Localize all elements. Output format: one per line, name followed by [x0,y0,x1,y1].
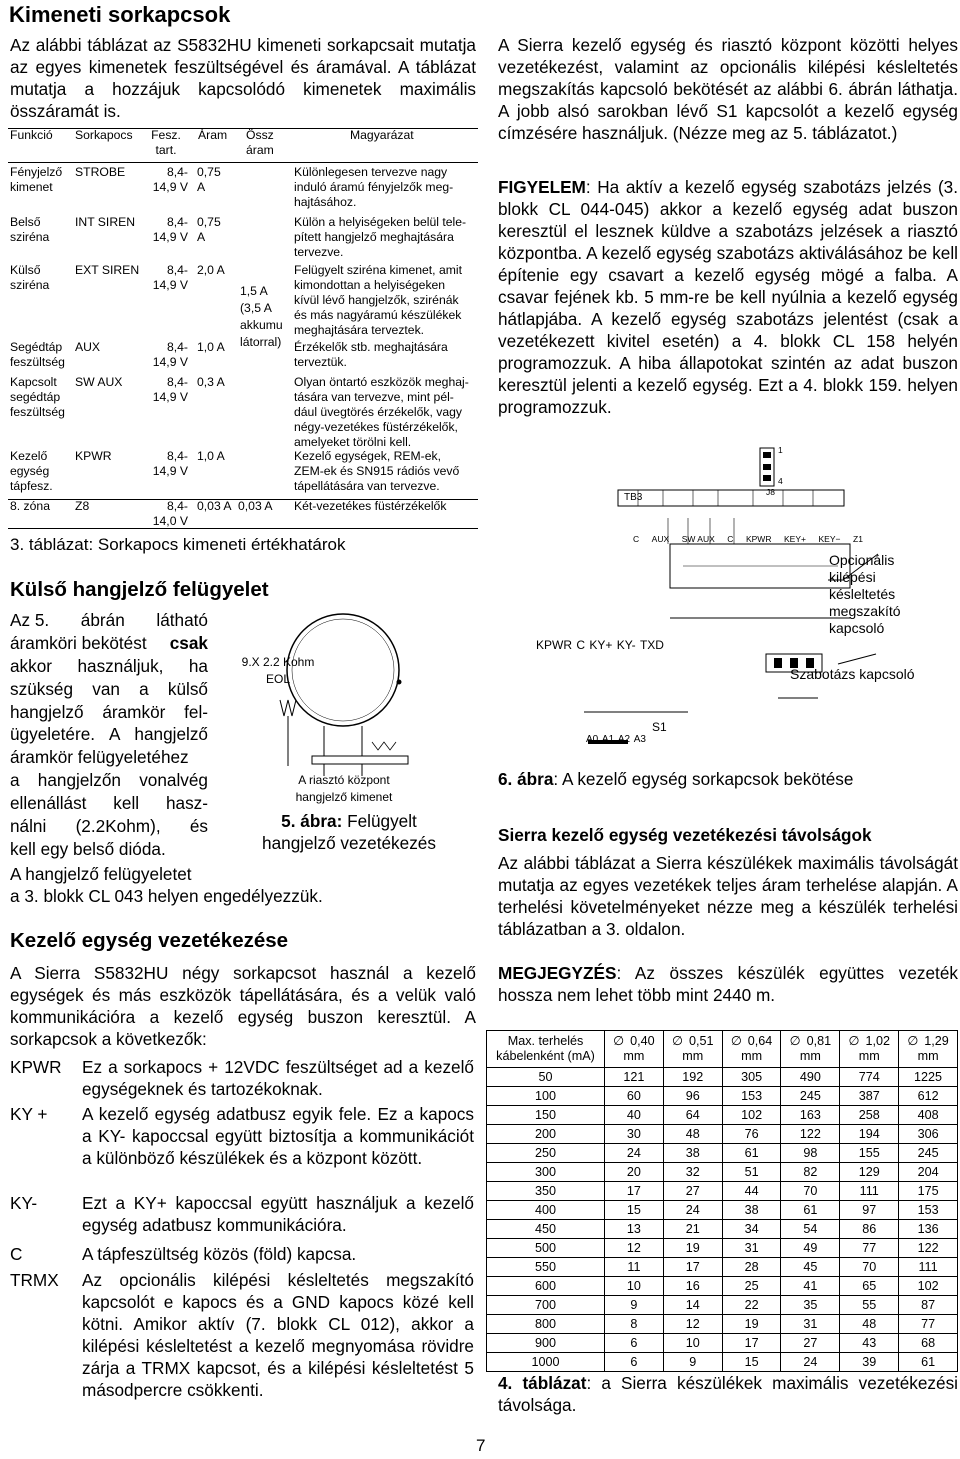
intro-paragraph: Az alábbi táblázat az S5832HU kimeneti sorkapcsait mutatja az egyes kimenetek feszültségével és áramával. A táblázat mutatja a hozzájuk kapcsolódó kimenetek maximális összáramát is. [10,35,476,121]
table-cell: 19 [663,1239,722,1258]
table-cell: 6 [605,1353,664,1372]
table-row [487,1087,958,1106]
text-line: a hangjelzőn vonalvég [10,770,208,791]
table-cell: 19 [722,1315,781,1334]
terminal-term: KY- [10,1193,38,1213]
table-row [487,1296,958,1315]
table-cell: 192 [663,1068,722,1087]
table-cell: 153 [722,1087,781,1106]
terminal-definitions [10,1056,476,1426]
table-cell: 15 [722,1353,781,1372]
table-cell: 31 [781,1315,840,1334]
cell-aram: 0,3 A [197,375,225,389]
table-cell: 129 [840,1163,899,1182]
panel-terminal: AUX [651,534,670,544]
table-cell: 70 [840,1258,899,1277]
table-cell: 550 [487,1258,605,1277]
table-cell: 43 [840,1334,899,1353]
table-cell: 77 [899,1315,958,1334]
diameter-header: ∅ 1,29 mm [899,1031,958,1068]
table-cell: 38 [663,1144,722,1163]
text-line: hangjelző áramkör fel- [10,701,208,722]
page-title: Kimeneti sorkapcsok [9,2,231,27]
terminal-term: KPWR [10,1057,62,1077]
figure-5 [232,600,466,860]
table-cell: 38 [722,1201,781,1220]
table-cell: 700 [487,1296,605,1315]
cell-fesz: 8,4- 14,9 V [152,375,188,404]
cell-sorkapocs: SW AUX [75,375,123,389]
cell-magyarazat: Érzékelők stb. meghajtására terveztük. [294,340,448,369]
table-row [487,1163,958,1182]
table-header-sorkapocs: Sorkapocs [75,128,133,142]
external-siren-tail-2: a 3. blokk CL 043 helyen engedélyezzük. [10,886,323,906]
figure-6-caption: 6. ábra: A kezelő egység sorkapcsok bekötése [498,769,854,789]
table-cell: 98 [781,1144,840,1163]
address-switch: A2 [617,734,631,745]
cell-sorkapocs: EXT SIREN [75,263,140,277]
table-cell: 245 [781,1087,840,1106]
text-line: ügyeletére. A hangjelző [10,724,208,745]
cell-fesz: 8,4- 14,0 V [152,499,188,528]
table-cell: 16 [663,1277,722,1296]
table-cell: 111 [840,1182,899,1201]
cell-fesz: 8,4- 14,9 V [152,165,188,194]
text-line: áramköri bekötést csak [10,632,208,653]
cell-aram: 0,75 A [197,165,221,194]
table-cell: 12 [663,1315,722,1334]
diameter-header: ∅ 0,64 mm [722,1031,781,1068]
table-cell: 305 [722,1068,781,1087]
table-cell: 122 [781,1125,840,1144]
table-header-fesz: Fesz. tart. [151,128,181,157]
table-cell: 800 [487,1315,605,1334]
terminal-description: A tápfeszültség közös (föld) kapcsa. [82,1244,357,1264]
table-cell: 11 [605,1258,664,1277]
cell-sorkapocs: Z8 [75,499,90,513]
panel-terminal: C [633,534,640,544]
cell-funkcio: Belső sziréna [10,215,50,244]
table-cell: 34 [722,1220,781,1239]
table-cell: 10 [605,1277,664,1296]
address-switch: A3 [633,734,646,745]
max-load-header: Max. terhelés kábelenként (mA) [487,1031,605,1068]
optional-exit-switch-label: Opcionális kilépési késleltetés megszakító kapcsoló [829,552,901,636]
text-line: akkor használjuk, ha [10,655,208,676]
cell-sorkapocs: INT SIREN [75,215,136,229]
table-cell: 65 [840,1277,899,1296]
cell-magyarazat: Két-vezetékes füstérzékelők [294,499,447,513]
table-cell: 245 [899,1144,958,1163]
table-cell: 300 [487,1163,605,1182]
table-cell: 32 [663,1163,722,1182]
table-cell: 15 [605,1201,664,1220]
external-siren-heading: Külső hangjelző felügyelet [10,578,269,601]
table-row [487,1334,958,1353]
keypad-terminal: C [576,638,586,652]
table-cell: 163 [781,1106,840,1125]
diameter-icon: ∅ [848,1034,860,1048]
table-cell: 200 [487,1125,605,1144]
table-row [487,1239,958,1258]
table-cell: 350 [487,1182,605,1201]
table-row [487,1353,958,1372]
distance-heading: Sierra kezelő egység vezetékezési távolságok [498,825,872,845]
table-cell: 82 [781,1163,840,1182]
table-cell: 1000 [487,1353,605,1372]
cell-fesz: 8,4- 14,9 V [152,340,188,369]
table-cell: 387 [840,1087,899,1106]
total-current-zone8: 0,03 A [238,499,273,513]
table-row [487,1125,958,1144]
table-cell: 121 [605,1068,664,1087]
central-output-label: A riasztó központ hangjelző kimenet [295,773,393,804]
panel-terminal: C [727,534,734,544]
table-cell: 20 [605,1163,664,1182]
note-paragraph: MEGJEGYZÉS: Az összes készülék együttes vezeték hossza nem lehet több mint 2440 m. [498,963,958,1005]
panel-terminal-labels [633,534,863,544]
address-switch-labels [586,734,646,745]
table-row [487,1106,958,1125]
terminal-term: KY + [10,1104,48,1124]
cell-magyarazat: Kezelő egységek, REM-ek, ZEM-ek és SN915 rádiós vevő tápellátására van tervezve. [294,449,460,493]
external-siren-text [10,609,208,861]
cell-magyarazat: Olyan öntartó eszközök meghaj- tására van tervezve, mint pél- dául üvegtörés érzékelők, vagy négy-vezetékes füstérzékelők, amelyeket törölni kell. [294,375,469,449]
table-cell: 13 [605,1220,664,1239]
page-number: 7 [476,1436,486,1455]
table-cell: 400 [487,1201,605,1220]
text-line: kell egy belső dióda. [10,838,166,859]
table-cell: 102 [899,1277,958,1296]
cell-magyarazat: Felügyelt sziréna kimenet, amit kimondottan a helyiségeken kívül lévő hangjelzők, szirénák és más nagyáramú készülékek meghajtására terveztek. [294,263,462,337]
distance-paragraph: Az alábbi táblázat a Sierra készülékek maximális távolságát mutatja az egyes vezetékek teljes áram terhelése alapján. A terhelési követelményeket nézze meg a készülék terhelési táblázatban a 3. oldalon. [498,853,958,939]
keypad-terminal: KY+ [589,638,613,652]
table-cell: 22 [722,1296,781,1315]
table-cell: 54 [781,1220,840,1239]
cell-fesz: 8,4- 14,9 V [152,263,188,292]
table-cell: 204 [899,1163,958,1182]
panel-terminal: KPWR [745,534,772,544]
table-cell: 35 [781,1296,840,1315]
diameter-icon: ∅ [789,1034,801,1048]
table-cell: 87 [899,1296,958,1315]
table-cell: 40 [605,1106,664,1125]
terminal-description: Ez a sorkapocs + 12VDC feszültséget ad a kezelő egységeknek és tartozékoknak. [82,1057,474,1099]
keypad-terminal-labels [536,638,664,652]
table-cell: 48 [663,1125,722,1144]
table-cell: 500 [487,1239,605,1258]
table-cell: 27 [663,1182,722,1201]
table-cell: 17 [663,1258,722,1277]
table-header-row [487,1031,958,1068]
panel-terminal: KEY+ [783,534,806,544]
table-cell: 10 [663,1334,722,1353]
cell-funkcio: Külső sziréna [10,263,50,292]
diameter-icon: ∅ [730,1034,742,1048]
total-current-group: 1,5 A (3,5 A akkumu látorral) [240,284,283,349]
table-cell: 31 [722,1239,781,1258]
table-cell: 122 [899,1239,958,1258]
cell-aram: 0,03 A [197,499,232,513]
table-cell: 21 [663,1220,722,1239]
table-cell: 39 [840,1353,899,1372]
table-header-osszaram: Össz áram [246,128,274,157]
table-cell: 14 [663,1296,722,1315]
table-cell: 612 [899,1087,958,1106]
table-cell: 64 [663,1106,722,1125]
table-cell: 8 [605,1315,664,1334]
table-row [487,1201,958,1220]
table-cell: 86 [840,1220,899,1239]
cell-funkcio: Kezelő egység tápfesz. [10,449,53,493]
table-cell: 153 [899,1201,958,1220]
table-cell: 900 [487,1334,605,1353]
table-cell: 136 [899,1220,958,1239]
table-4-caption: 4. táblázat: a Sierra készülékek maximális vezetékezési távolsága. [498,1373,958,1415]
table-cell: 408 [899,1106,958,1125]
cell-sorkapocs: STROBE [75,165,126,179]
diameter-icon: ∅ [907,1034,919,1048]
table-cell: 155 [840,1144,899,1163]
s1-label: S1 [652,720,667,734]
table-cell: 175 [899,1182,958,1201]
cell-fesz: 8,4- 14,9 V [152,215,188,244]
terminal-description: A kezelő egység adatbusz egyik fele. Ez a kapocs a KY- kapoccsal együtt biztosítja a kommunikációt a különböző készülékek és a központ között. [82,1104,474,1168]
table-cell: 30 [605,1125,664,1144]
warning-paragraph: FIGYELEM: Ha aktív a kezelő egység szabotázs jelzés (3. blokk CL 044-045) akkor a kezelő egység adat buszon keresztül el lesznek küldve a szabotázs jelzések a riasztó központba. A kezelő egység szabotázs aktiválásához be kell építenie egy csavart a kezelő egység mögé a falba. A csavar fejének kb. 5 mm-re be kell nyúlnia a kezelő egység hátlapjába. A kezelő egység szabotázs jelentést (csak a vezetékezett kivitel esetén) a 4. blokk CL 158 helyén programozzuk. A hiba állapotokat szintén az adat buszon keresztül jelenti a kezelő egység. Ezt a 4. blokk 159. helyen programozzuk. [498,177,958,417]
note-label: MEGJEGYZÉS [498,963,617,983]
table-cell: 150 [487,1106,605,1125]
table-cell: 25 [722,1277,781,1296]
tamper-switch-label: Szabotázs kapcsoló [790,666,915,682]
address-switch: A0 [586,734,599,745]
cell-fesz: 8,4- 14,9 V [152,449,188,478]
terminal-description: Az opcionális kilépési késleltetés megszakító kapcsolót e kapocs és a GND kapocs közé kell kötni. Amikor aktív (7. blokk CL 012), akkor a kilépési késleltetést a kezelő megnyomása rövidre zárja a TRMX kapcsot, és a kilépési késleltetést 5 másodpercre csökkenti. [82,1270,474,1400]
figure-5-caption: 5. ábra: Felügyelt hangjelző vezetékezés [262,811,436,853]
cell-sorkapocs: KPWR [75,449,112,463]
panel-terminal: Z1 [853,534,863,544]
tb3-label: TB3 [624,492,643,503]
diameter-header: ∅ 0,40 mm [605,1031,664,1068]
cell-funkcio: Segédtáp feszültség [10,340,65,369]
table-cell: 60 [605,1087,664,1106]
table-4 [486,1030,958,1372]
terminal-term: TRMX [10,1270,59,1290]
diameter-header: ∅ 0,51 mm [663,1031,722,1068]
table-cell: 76 [722,1125,781,1144]
keypad-wiring-paragraph: A Sierra S5832HU négy sorkapcsot használ a kezelő egységek és más eszközök tápellátására, és a velük való kommunikációra a kezelő egység buszon keresztül. A sorkapcsok a következők: [10,963,476,1049]
j8-label: J8 [766,487,775,497]
table-cell: 102 [722,1106,781,1125]
cell-aram: 1,0 A [197,449,225,463]
table-cell: 50 [487,1068,605,1087]
table-header-aram: Áram [198,128,228,142]
table-cell: 774 [840,1068,899,1087]
text-line: ellenállást kell hasz- [10,793,208,814]
table-cell: 44 [722,1182,781,1201]
table-cell: 24 [663,1201,722,1220]
table-3-caption: 3. táblázat: Sorkapocs kimeneti értékhatárok [10,535,346,554]
table-cell: 24 [605,1144,664,1163]
external-siren-tail-1: A hangjelző felügyeletet [10,864,192,884]
table-row [487,1144,958,1163]
table-cell: 6 [605,1334,664,1353]
table-cell: 100 [487,1087,605,1106]
warning-label: FIGYELEM [498,177,586,197]
panel-terminal: SW AUX [681,534,715,544]
diameter-icon: ∅ [671,1034,683,1048]
table-cell: 27 [781,1334,840,1353]
cell-funkcio: Fényjelző kimenet [10,165,63,194]
table-cell: 61 [899,1353,958,1372]
table-row [487,1315,958,1334]
table-cell: 97 [840,1201,899,1220]
terminal-term: C [10,1244,23,1264]
table-cell: 9 [663,1353,722,1372]
table-cell: 55 [840,1296,899,1315]
table-cell: 28 [722,1258,781,1277]
table-row [487,1182,958,1201]
table-cell: 9 [605,1296,664,1315]
keypad-terminal: KY- [616,638,636,652]
text-line: szükség van a külső [10,678,208,699]
diameter-icon: ∅ [613,1034,625,1048]
table-cell: 24 [781,1353,840,1372]
panel-terminal: KEY− [818,534,841,544]
text-line: nálni (2.2Kohm), és [10,816,208,837]
table-cell: 17 [605,1182,664,1201]
diameter-header: ∅ 0,81 mm [781,1031,840,1068]
keypad-wiring-heading: Kezelő egység vezetékezése [10,929,289,952]
address-switch: A1 [601,734,615,745]
table-cell: 45 [781,1258,840,1277]
text-line: Az 5. ábrán látható [10,610,208,630]
j8-pin-1: 1 [778,445,783,455]
table-cell: 111 [899,1258,958,1277]
cell-sorkapocs: AUX [75,340,101,354]
table-header-funkcio: Funkció [10,128,53,142]
table-cell: 490 [781,1068,840,1087]
cell-magyarazat: Külön a helyiségeken belül tele- pített hangjelző meghajtására tervezve. [294,215,467,259]
cell-funkcio: Kapcsolt segédtáp feszültség [10,375,65,419]
table-row [487,1220,958,1239]
cell-aram: 2,0 A [197,263,225,277]
table-cell: 258 [840,1106,899,1125]
figure-6 [498,440,960,762]
cell-funkcio: 8. zóna [10,499,50,513]
keypad-terminal: KPWR [536,638,572,652]
right-intro-paragraph: A Sierra kezelő egység és riasztó központ közötti helyes vezetékezést, valamint az opcionális kilépési késleltetés megszakítás kapcsoló bekötését az alábbi 6. ábrán láthatja. A jobb alsó sarokban lévő S1 kapcsolót a kezelő egység címzésére használjuk. (Nézze meg az 5. táblázatot.) [498,35,958,143]
cell-aram: 0,75 A [197,215,221,244]
terminal-description: Ezt a KY+ kapoccsal együtt használjuk a kezelő egység adatbusz kommunikációra. [82,1193,474,1235]
table-cell: 61 [722,1144,781,1163]
table-3 [0,0,480,540]
table-cell: 41 [781,1277,840,1296]
table-cell: 450 [487,1220,605,1239]
table-cell: 17 [722,1334,781,1353]
table-cell: 194 [840,1125,899,1144]
text-line: áramkör felügyeletéhez [10,747,189,768]
table-cell: 49 [781,1239,840,1258]
table-cell: 12 [605,1239,664,1258]
table-cell: 68 [899,1334,958,1353]
table-cell: 306 [899,1125,958,1144]
table-cell: 48 [840,1315,899,1334]
table-row [487,1277,958,1296]
table-cell: 600 [487,1277,605,1296]
keypad-terminal: TXD [639,638,664,652]
table-cell: 250 [487,1144,605,1163]
j8-pin-4: 4 [778,476,783,486]
eol-resistor-label: 9.X 2.2 Kohm EOL [241,655,315,686]
table-cell: 77 [840,1239,899,1258]
table-cell: 51 [722,1163,781,1182]
cell-aram: 1,0 A [197,340,225,354]
table-cell: 70 [781,1182,840,1201]
table-cell: 96 [663,1087,722,1106]
cell-magyarazat: Különlegesen tervezve nagy induló áramú fényjelzők meg- hajtásához. [294,165,454,209]
table-row [487,1258,958,1277]
table-row [487,1068,958,1087]
diameter-header: ∅ 1,02 mm [840,1031,899,1068]
table-header-magyarazat: Magyarázat [350,128,414,142]
table-cell: 61 [781,1201,840,1220]
table-cell: 1225 [899,1068,958,1087]
